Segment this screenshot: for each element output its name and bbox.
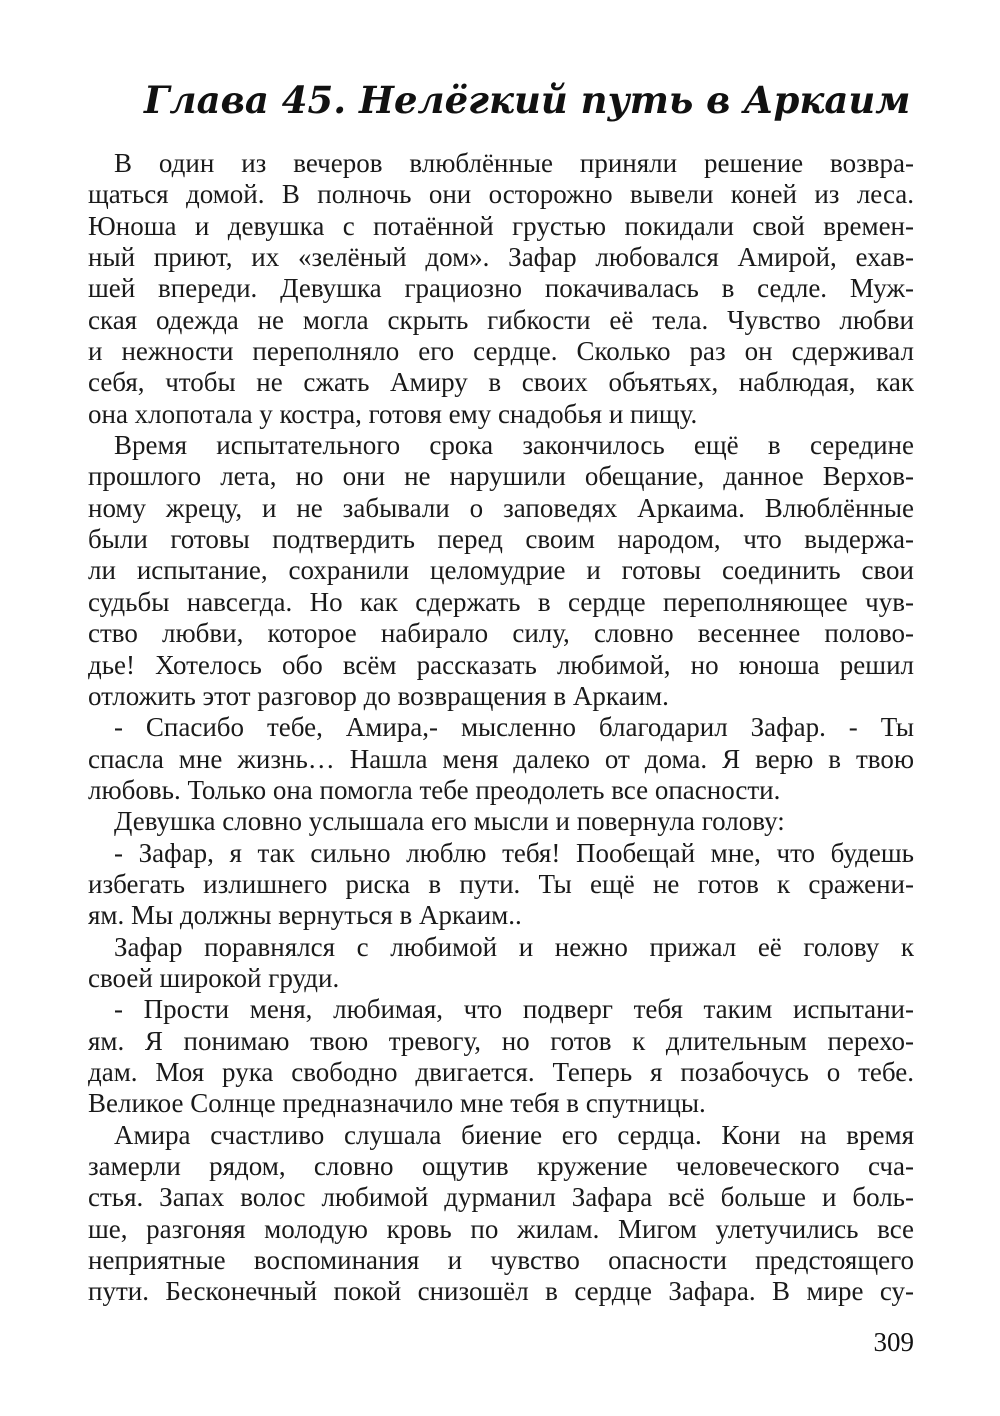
page-number: 309 <box>873 1327 914 1357</box>
text-line: Великое Солнце предназначило мне тебя в спутницы. <box>88 1088 706 1119</box>
text-line: любовь. Только она помогла тебе преодолеть все опасности. <box>88 774 781 805</box>
text-line: щаться домой. В полночь они осторожно вывели коней из леса. <box>88 179 914 210</box>
text-line: себя, чтобы не сжать Амиру в своих объятьях, наблюдая, как <box>88 367 914 398</box>
text-line: Амира счастливо слушала биение его сердца. Кони на время <box>114 1119 914 1150</box>
text-line: судьбы навсегда. Но как сдержать в сердце переполняющее чув- <box>88 586 914 617</box>
text-line: шей впереди. Девушка грациозно покачивалась в седле. Муж- <box>88 273 914 304</box>
text-line: ям. Мы должны вернуться в Аркаим.. <box>88 900 522 931</box>
text-line: были готовы подтвердить перед своим народом, что выдержа- <box>88 524 914 555</box>
text-line: ный приют, их «зелёный дом». Зафар любовался Амирой, ехав- <box>88 242 914 273</box>
text-line: стья. Запах волос любимой дурманил Зафара всё больше и боль- <box>88 1182 914 1213</box>
book-page <box>88 70 914 1400</box>
text-line: - Зафар, я так сильно люблю тебя! Пообещай мне, что будешь <box>114 837 914 868</box>
text-line: своей широкой груди. <box>88 962 340 993</box>
text-line: ли испытание, сохранили целомудрие и готовы соединить свои <box>88 555 914 586</box>
chapter-title: Глава 45. Нелёгкий путь в Аркаим <box>144 78 911 122</box>
text-line: замерли рядом, словно ощутив кружение человеческого сча- <box>88 1151 914 1181</box>
text-line: неприятные воспоминания и чувство опасности предстоящего <box>88 1245 914 1276</box>
text-line: Зафар поравнялся с любимой и нежно прижал её голову к <box>114 931 914 962</box>
text-line: ному жрецу, и не забывали о заповедях Аркаима. Влюблённые <box>88 492 914 523</box>
text-line: ям. Я понимаю твою тревогу, но готов к длительным перехо- <box>88 1025 914 1056</box>
text-line: - Прости меня, любимая, что подверг тебя таким испытани- <box>114 994 914 1025</box>
text-line: ше, разгоняя молодую кровь по жилам. Мигом улетучились все <box>88 1213 914 1244</box>
text-line: отложить этот разговор до возвращения в Аркаим. <box>88 680 669 711</box>
text-line: ство любви, которое набирало силу, словно весеннее полово- <box>88 618 914 649</box>
text-line: Девушка словно услышала его мысли и повернула голову: <box>114 806 785 837</box>
text-line: Время испытательного срока закончилось ещё в середине <box>114 430 914 461</box>
text-line: дам. Моя рука свободно двигается. Теперь я позабочусь о тебе. <box>88 1056 914 1087</box>
text-line: - Спасибо тебе, Амира,- мысленно благодарил Зафар. - Ты <box>114 712 914 743</box>
chapter-body <box>88 148 914 1308</box>
text-line: избегать излишнего риска в пути. Ты ещё не готов к сражени- <box>88 868 914 899</box>
text-line: она хлопотала у костра, готовя ему снадобья и пищу. <box>88 398 698 429</box>
text-line: В один из вечеров влюблённые приняли решение возвра- <box>114 148 914 178</box>
text-line: дье! Хотелось обо всём рассказать любимой, но юноша решил <box>88 649 914 680</box>
text-line: спасла мне жизнь… Нашла меня далеко от дома. Я верю в твою <box>88 743 914 774</box>
text-line: прошлого лета, но они не нарушили обещание, данное Верхов- <box>88 461 914 492</box>
text-line: и нежности переполняло его сердце. Сколько раз он сдерживал <box>88 336 914 367</box>
text-line: пути. Бесконечный покой снизошёл в сердце Зафара. В мире су- <box>88 1276 914 1307</box>
text-line: Юноша и девушка с потаённой грустью покидали свой времен- <box>88 210 914 241</box>
text-line: ская одежда не могла скрыть гибкости её тела. Чувство любви <box>88 304 914 335</box>
